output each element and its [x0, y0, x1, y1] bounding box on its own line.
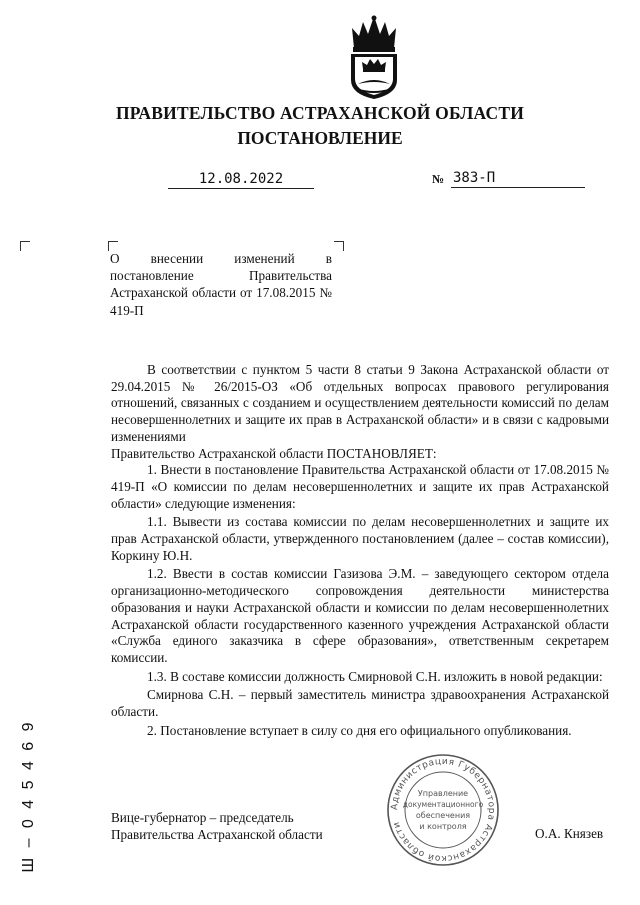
stamp-line-1: Управление — [417, 789, 469, 798]
preamble-paragraph: В соответствии с пунктом 5 части 8 статьи 9 Закона Астраханской области от 29.04.2015 № 26/2015-ОЗ «Об отдельных вопросах правового регулирования отношений, связанных с созданием и осуществлением деятельности комиссий по делам несовершеннолетних и защите их прав в Астраханской области» и в связи с кадровыми изменениями — [111, 362, 609, 444]
subject-corner-mark-right — [334, 241, 344, 251]
item-1-2: 1.2. Ввести в состав комиссии Газизова Э.М. – заведующего сектором отдела организационно-методического сопровождения деятельности министерства образования и науки Астраханской области и комиссии по делам несовершеннолетних Астраханской области государственного казенного учреждения Астраханской области «Служба единого заказчика в сфере образования», ответственным секретарем комиссии. — [111, 566, 609, 665]
document-body — [111, 362, 609, 739]
stamp-line-2: документационного — [402, 800, 484, 809]
stamp-line-4: и контроля — [419, 822, 467, 831]
document-subject: О внесении изменений в постановление Правительства Астраханской области от 17.08.2015 № 419-П — [110, 251, 332, 318]
document-type-title: ПОСТАНОВЛЕНИЕ — [237, 128, 403, 148]
item-2: 2. Постановление вступает в силу со дня его официального опубликования. — [147, 722, 572, 738]
resolution-statement: Правительство Астраханской области ПОСТАНОВЛЯЕТ: — [111, 445, 437, 461]
signatory-position-line-1: Вице-губернатор – председатель — [111, 810, 294, 825]
signatory-position-line-2: Правительства Астраханской области — [111, 827, 323, 842]
signatory-name: О.А. Князев — [535, 826, 604, 841]
margin-corner-mark — [20, 241, 30, 251]
item-1-3: 1.3. В составе комиссии должность Смирновой С.Н. изложить в новой редакции: — [147, 668, 603, 684]
official-stamp-icon — [385, 752, 501, 868]
item-1-3-text: Смирнова С.Н. – первый заместитель министра здравоохранения Астраханской области. — [111, 687, 609, 720]
signatory-position — [111, 809, 323, 843]
document-number: 383-П — [451, 170, 585, 188]
document-date: 12.08.2022 — [168, 171, 314, 189]
stamp-outer-text: Администрация Губернатора Астраханской области — [389, 756, 497, 864]
organization-title: ПРАВИТЕЛЬСТВО АСТРАХАНСКОЙ ОБЛАСТИ — [115, 103, 525, 123]
item-1-1: 1.1. Вывести из состава комиссии по делам несовершеннолетних и защите их прав Астраханской области, утвержденного постановлением (далее – состав комиссии), Коркину Ю.Н. — [111, 514, 609, 563]
serial-number-text: Ш – 0 4 5 4 6 9 — [20, 719, 37, 873]
astrakhan-coat-of-arms-icon — [344, 14, 404, 100]
number-label: № — [432, 172, 445, 186]
stamp-line-3: обеспечения — [415, 811, 471, 820]
svg-text:Администрация Губернатора Астр — [390, 757, 496, 863]
form-serial-number — [18, 719, 40, 873]
item-1: 1. Внести в постановление Правительства Астраханской области от 17.08.2015 № 419-П «О комиссии по делам несовершеннолетних и защите их прав Астраханской области» следующие изменения: — [111, 462, 609, 511]
